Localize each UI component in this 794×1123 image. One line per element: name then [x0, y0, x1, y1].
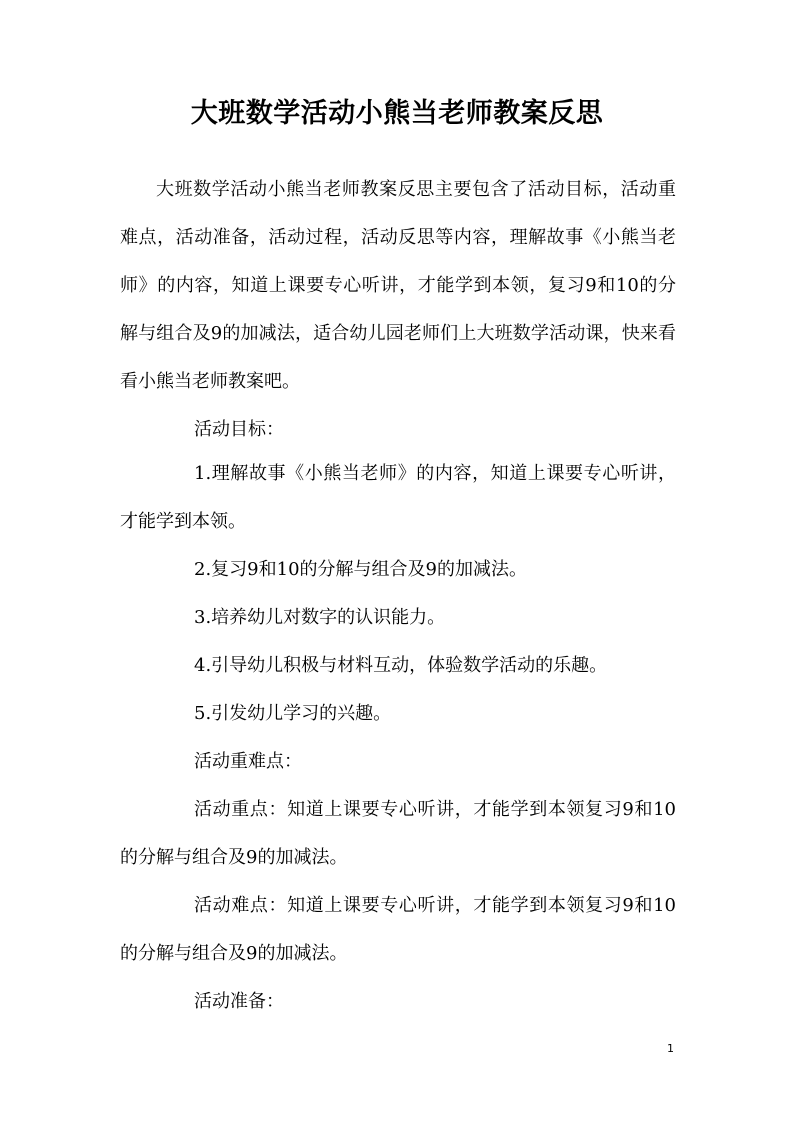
- goal-3: 3.培养幼儿对数字的认识能力。: [194, 607, 446, 628]
- preparation-heading: 活动准备：: [194, 991, 284, 1012]
- goal-5: 5.引发幼儿学习的兴趣。: [194, 703, 392, 724]
- key-points-heading: 活动重难点：: [194, 751, 302, 772]
- key-point-paragraph: 活动重点：知道上课要专心听讲，才能学到本领复习9和10的分解与组合及9的加减法。: [120, 799, 676, 868]
- page-number: 1: [667, 1042, 674, 1055]
- intro-paragraph: 大班数学活动小熊当老师教案反思主要包含了活动目标，活动重难点，活动准备，活动过程，活动反思等内容，理解故事《小熊当老师》的内容，知道上课要专心听讲，才能学到本领，复习9和10的分解与组合及9的加减法，适合幼儿园老师们上大班数学活动课，快来看看小熊当老师教案吧。: [120, 179, 676, 392]
- goal-1: 1.理解故事《小熊当老师》的内容，知道上课要专心听讲，才能学到本领。: [120, 463, 676, 532]
- difficult-point-paragraph: 活动难点：知道上课要专心听讲，才能学到本领复习9和10的分解与组合及9的加减法。: [120, 895, 676, 964]
- document-title: 大班数学活动小熊当老师教案反思: [190, 98, 604, 129]
- goal-4: 4.引导幼儿积极与材料互动，体验数学活动的乐趣。: [194, 655, 608, 676]
- goals-heading: 活动目标：: [194, 419, 284, 440]
- goal-2: 2.复习9和10的分解与组合及9的加减法。: [194, 559, 527, 580]
